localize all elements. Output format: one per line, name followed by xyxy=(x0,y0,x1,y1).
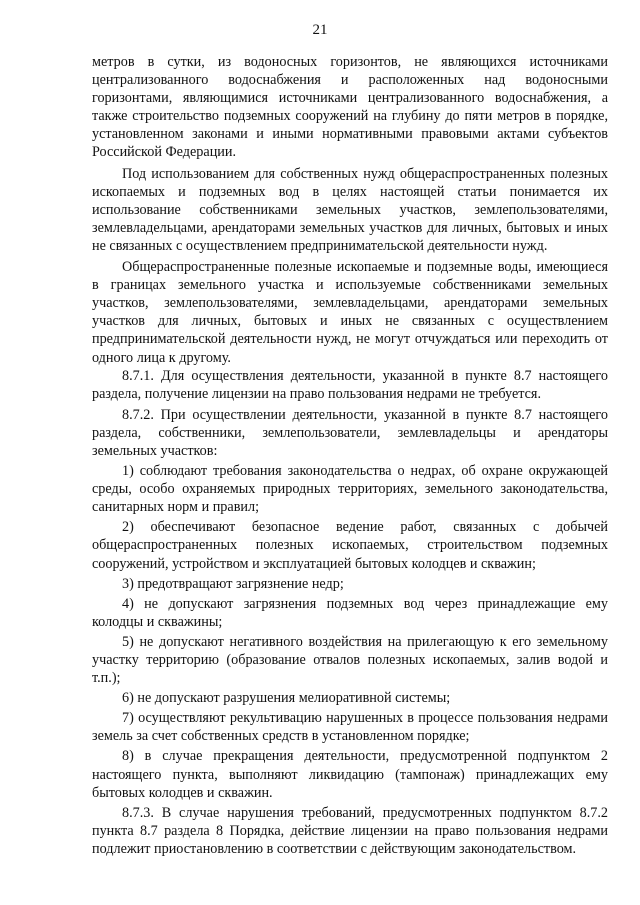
list-item-3: 3) предотвращают загрязнение недр; xyxy=(122,575,344,592)
clause-8-7-2: 8.7.2. При осуществлении деятельности, указанной в пункте 8.7 настоящего раздела, собственники, землепользователи, землевладельцы и арендаторы земельных участков: xyxy=(92,406,608,459)
list-item-8: 8) в случае прекращения деятельности, предусмотренной подпунктом 2 настоящего пункта, выполняют ликвидацию (тампонаж) принадлежащих ему бытовых колодцев и скважин. xyxy=(92,748,608,801)
list-item-5: 5) не допускают негативного воздействия на прилегающую к его земельному участку территорию (образование отвалов полезных ископаемых, залив водой и т.п.); xyxy=(92,633,608,687)
paragraph-continuation: метров в сутки, из водоносных горизонтов, не являющихся источниками централизованного водоснабжения и расположенных над водоносными горизонтами, являющимися источниками централизованного водоснабжения, а также строительство подземных сооружений на глубину до пяти метров в порядке, установленном законами и иными нормативными правовыми актами субъектов Российской Федерации. xyxy=(92,54,608,161)
list-item-6: 6) не допускают разрушения мелиоративной системы; xyxy=(122,690,451,707)
document-body xyxy=(92,53,608,858)
clause-8-7-3: 8.7.3. В случае нарушения требований, предусмотренных подпунктом 8.7.2 пункта 8.7 раздела 8 Порядка, действие лицензии на право пользования недрами подлежит приостановлению в соответствии с действующим законодательством. xyxy=(92,804,608,857)
list-item-4: 4) не допускают загрязнения подземных вод через принадлежащие ему колодцы и скважины; xyxy=(92,595,608,630)
list-item-7: 7) осуществляют рекультивацию нарушенных в процессе пользования недрами земель за счет собственных средств в установленном порядке; xyxy=(92,710,608,745)
page-number: 21 xyxy=(312,22,328,38)
list-item-1: 1) соблюдают требования законодательства о недрах, об охране окружающей среды, особо охраняемых природных территориях, земельного законодательства, санитарных норм и правил; xyxy=(92,463,608,516)
paragraph-own-needs-definition: Под использованием для собственных нужд общераспространенных полезных ископаемых и подземных вод в целях настоящей статьи понимается их использование собственниками земельных участков, землепользователями, землевладельцами, арендаторами земельных участков для личных, бытовых и иных не связанных с осуществлением предпринимательской деятельности нужд. xyxy=(92,165,608,254)
clause-8-7-1: 8.7.1. Для осуществления деятельности, указанной в пункте 8.7 настоящего раздела, получение лицензии на право пользования недрами не требуется. xyxy=(92,367,608,402)
paragraph-alienation-ban: Общераспространенные полезные ископаемые и подземные воды, имеющиеся в границах земельного участка и используемые собственниками земельных участков, землепользователями, землевладельцами, арендаторами земельных участков для личных, бытовых и иных не связанных с осуществлением предпринимательской деятельности нужд, не могут отчуждаться или переходить от одного лица к другому. xyxy=(92,259,608,366)
list-item-2: 2) обеспечивают безопасное ведение работ, связанных с добычей общераспространенных полезных ископаемых, строительством подземных сооружений, устройством и эксплуатацией бытовых колодцев и скважин; xyxy=(92,519,608,572)
